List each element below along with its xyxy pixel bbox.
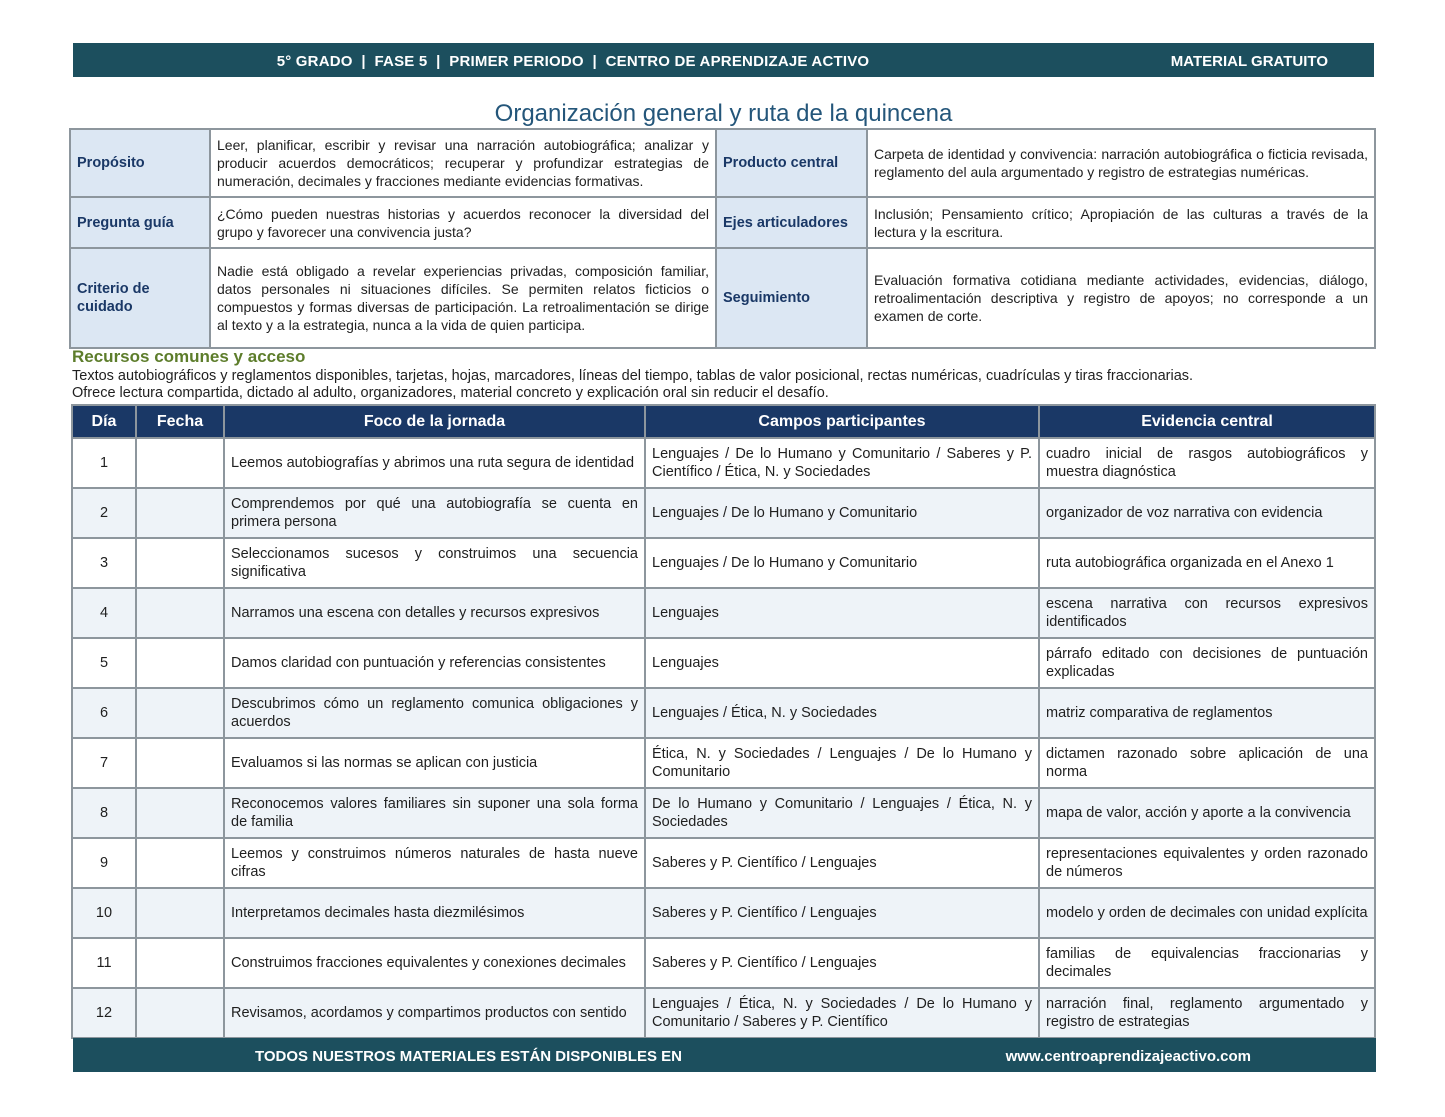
- footer-link[interactable]: www.centroaprendizajeactivo.com: [1005, 1048, 1251, 1065]
- table-row: [72, 588, 1375, 638]
- fields-cell: Saberes y P. Científico / Lenguajes: [645, 838, 1039, 888]
- page-title: Organización general y ruta de la quincena: [494, 100, 953, 127]
- seguimiento-text: Evaluación formativa cotidiana mediante actividades, evidencias, diálogo, retroalimentación descriptiva y registro de apoyos; no corresponde a un examen de corte.: [867, 248, 1375, 348]
- fields-cell: Lenguajes / De lo Humano y Comunitario: [645, 538, 1039, 588]
- focus-cell: Evaluamos si las normas se aplican con justicia: [224, 738, 645, 788]
- footer-text: TODOS NUESTROS MATERIALES ESTÁN DISPONIBLES EN: [255, 1048, 682, 1065]
- column-header-foco: Foco de la jornada: [224, 405, 645, 438]
- day-cell: 4: [72, 588, 136, 638]
- day-cell: 12: [72, 988, 136, 1038]
- evidence-cell: familias de equivalencias fraccionarias y decimales: [1039, 938, 1375, 988]
- evidence-cell: ruta autobiográfica organizada en el Anexo 1: [1039, 538, 1375, 588]
- info-row: [70, 197, 1375, 248]
- days-table: [71, 404, 1376, 1039]
- date-cell[interactable]: [136, 438, 224, 488]
- fields-cell: De lo Humano y Comunitario / Lenguajes / Ética, N. y Sociedades: [645, 788, 1039, 838]
- date-cell[interactable]: [136, 488, 224, 538]
- resources-line: Textos autobiográficos y reglamentos disponibles, tarjetas, hojas, marcadores, líneas del tiempo, tablas de valor posicional, rectas numéricas, cuadrículas y tiras fraccionarias.: [72, 368, 1194, 384]
- evidence-cell: modelo y orden de decimales con unidad explícita: [1039, 888, 1375, 938]
- pregunta-label: Pregunta guía: [70, 197, 210, 248]
- date-cell[interactable]: [136, 688, 224, 738]
- focus-cell: Construimos fracciones equivalentes y conexiones decimales: [224, 938, 645, 988]
- date-cell[interactable]: [136, 988, 224, 1038]
- info-table: [69, 128, 1376, 349]
- criterio-text: Nadie está obligado a revelar experiencias privadas, composición familiar, datos personales ni situaciones difíciles. Se permiten relatos ficticios o compuestos y formas diversas de participación. La retroalimentación se dirige al texto y a la estrategia, nunca a la vida de quien participa.: [210, 248, 716, 348]
- evidence-cell: dictamen razonado sobre aplicación de una norma: [1039, 738, 1375, 788]
- producto-text: Carpeta de identidad y convivencia: narración autobiográfica o ficticia revisada, reglamento del aula argumentado y registro de estrategias numéricas.: [867, 129, 1375, 197]
- resources-title: Recursos comunes y acceso: [72, 347, 306, 366]
- focus-cell: Comprendemos por qué una autobiografía se cuenta en primera persona: [224, 488, 645, 538]
- info-row: [70, 129, 1375, 197]
- evidence-cell: escena narrativa con recursos expresivos identificados: [1039, 588, 1375, 638]
- pregunta-text: ¿Cómo pueden nuestras historias y acuerdos reconocer la diversidad del grupo y favorecer una convivencia justa?: [210, 197, 716, 248]
- resources-text: [72, 368, 1372, 402]
- day-cell: 7: [72, 738, 136, 788]
- table-row: [72, 688, 1375, 738]
- header-text: 5° GRADO | FASE 5 | PRIMER PERIODO | CENTRO DE APRENDIZAJE ACTIVO: [276, 53, 870, 70]
- focus-cell: Interpretamos decimales hasta diezmilésimos: [224, 888, 645, 938]
- date-cell[interactable]: [136, 888, 224, 938]
- day-cell: 2: [72, 488, 136, 538]
- ejes-label: Ejes articuladores: [716, 197, 867, 248]
- focus-cell: Seleccionamos sucesos y construimos una secuencia significativa: [224, 538, 645, 588]
- day-cell: 8: [72, 788, 136, 838]
- proposito-text: Leer, planificar, escribir y revisar una narración autobiográfica; analizar y producir acuerdos democráticos; recuperar y profundizar estrategias de numeración, decimales y fracciones mediante evidencias formativas.: [210, 129, 716, 197]
- proposito-label: Propósito: [70, 129, 210, 197]
- date-cell[interactable]: [136, 838, 224, 888]
- date-cell[interactable]: [136, 788, 224, 838]
- evidence-cell: matriz comparativa de reglamentos: [1039, 688, 1375, 738]
- day-cell: 3: [72, 538, 136, 588]
- column-header-campos: Campos participantes: [645, 405, 1039, 438]
- fields-cell: Lenguajes / De lo Humano y Comunitario / Saberes y P. Científico / Ética, N. y Sociedades: [645, 438, 1039, 488]
- fields-cell: Lenguajes / Ética, N. y Sociedades / De lo Humano y Comunitario / Saberes y P. Científico: [645, 988, 1039, 1038]
- column-header-evidencia: Evidencia central: [1039, 405, 1375, 438]
- day-cell: 5: [72, 638, 136, 688]
- date-cell[interactable]: [136, 638, 224, 688]
- focus-cell: Narramos una escena con detalles y recursos expresivos: [224, 588, 645, 638]
- fields-cell: Saberes y P. Científico / Lenguajes: [645, 938, 1039, 988]
- fields-cell: Lenguajes: [645, 638, 1039, 688]
- table-row: [72, 738, 1375, 788]
- seguimiento-label: Seguimiento: [716, 248, 867, 348]
- evidence-cell: narración final, reglamento argumentado y registro de estrategias: [1039, 988, 1375, 1038]
- date-cell[interactable]: [136, 738, 224, 788]
- table-row: [72, 838, 1375, 888]
- criterio-label: Criterio de cuidado: [70, 248, 210, 348]
- fields-cell: Lenguajes: [645, 588, 1039, 638]
- day-cell: 10: [72, 888, 136, 938]
- table-row: [72, 538, 1375, 588]
- column-header-dia: Día: [72, 405, 136, 438]
- evidence-cell: párrafo editado con decisiones de puntuación explicadas: [1039, 638, 1375, 688]
- table-row: [72, 638, 1375, 688]
- day-cell: 6: [72, 688, 136, 738]
- fields-cell: Lenguajes / De lo Humano y Comunitario: [645, 488, 1039, 538]
- focus-cell: Leemos autobiografías y abrimos una ruta segura de identidad: [224, 438, 645, 488]
- producto-label: Producto central: [716, 129, 867, 197]
- evidence-cell: mapa de valor, acción y aporte a la convivencia: [1039, 788, 1375, 838]
- focus-cell: Leemos y construimos números naturales de hasta nueve cifras: [224, 838, 645, 888]
- day-cell: 9: [72, 838, 136, 888]
- table-row: [72, 488, 1375, 538]
- day-cell: 1: [72, 438, 136, 488]
- resources-line: Ofrece lectura compartida, dictado al adulto, organizadores, material concreto y explicación oral sin reducir el desafío.: [72, 385, 829, 401]
- ejes-text: Inclusión; Pensamiento crítico; Apropiación de las culturas a través de la lectura y la escritura.: [867, 197, 1375, 248]
- header-bar: [73, 43, 1374, 77]
- date-cell[interactable]: [136, 538, 224, 588]
- footer-bar: [73, 1038, 1376, 1072]
- fields-cell: Ética, N. y Sociedades / Lenguajes / De lo Humano y Comunitario: [645, 738, 1039, 788]
- fields-cell: Saberes y P. Científico / Lenguajes: [645, 888, 1039, 938]
- focus-cell: Revisamos, acordamos y compartimos productos con sentido: [224, 988, 645, 1038]
- table-row: [72, 438, 1375, 488]
- focus-cell: Reconocemos valores familiares sin suponer una sola forma de familia: [224, 788, 645, 838]
- evidence-cell: cuadro inicial de rasgos autobiográficos y muestra diagnóstica: [1039, 438, 1375, 488]
- fields-cell: Lenguajes / Ética, N. y Sociedades: [645, 688, 1039, 738]
- day-cell: 11: [72, 938, 136, 988]
- table-body: [72, 438, 1375, 1038]
- date-cell[interactable]: [136, 938, 224, 988]
- focus-cell: Descubrimos cómo un reglamento comunica obligaciones y acuerdos: [224, 688, 645, 738]
- column-header-fecha: Fecha: [136, 405, 224, 438]
- info-row: [70, 248, 1375, 348]
- table-row: [72, 988, 1375, 1038]
- focus-cell: Damos claridad con puntuación y referencias consistentes: [224, 638, 645, 688]
- table-header-row: [72, 405, 1375, 438]
- evidence-cell: organizador de voz narrativa con evidencia: [1039, 488, 1375, 538]
- table-row: [72, 788, 1375, 838]
- date-cell[interactable]: [136, 588, 224, 638]
- table-row: [72, 888, 1375, 938]
- evidence-cell: representaciones equivalentes y orden razonado de números: [1039, 838, 1375, 888]
- table-row: [72, 938, 1375, 988]
- header-badge: MATERIAL GRATUITO: [1170, 53, 1328, 70]
